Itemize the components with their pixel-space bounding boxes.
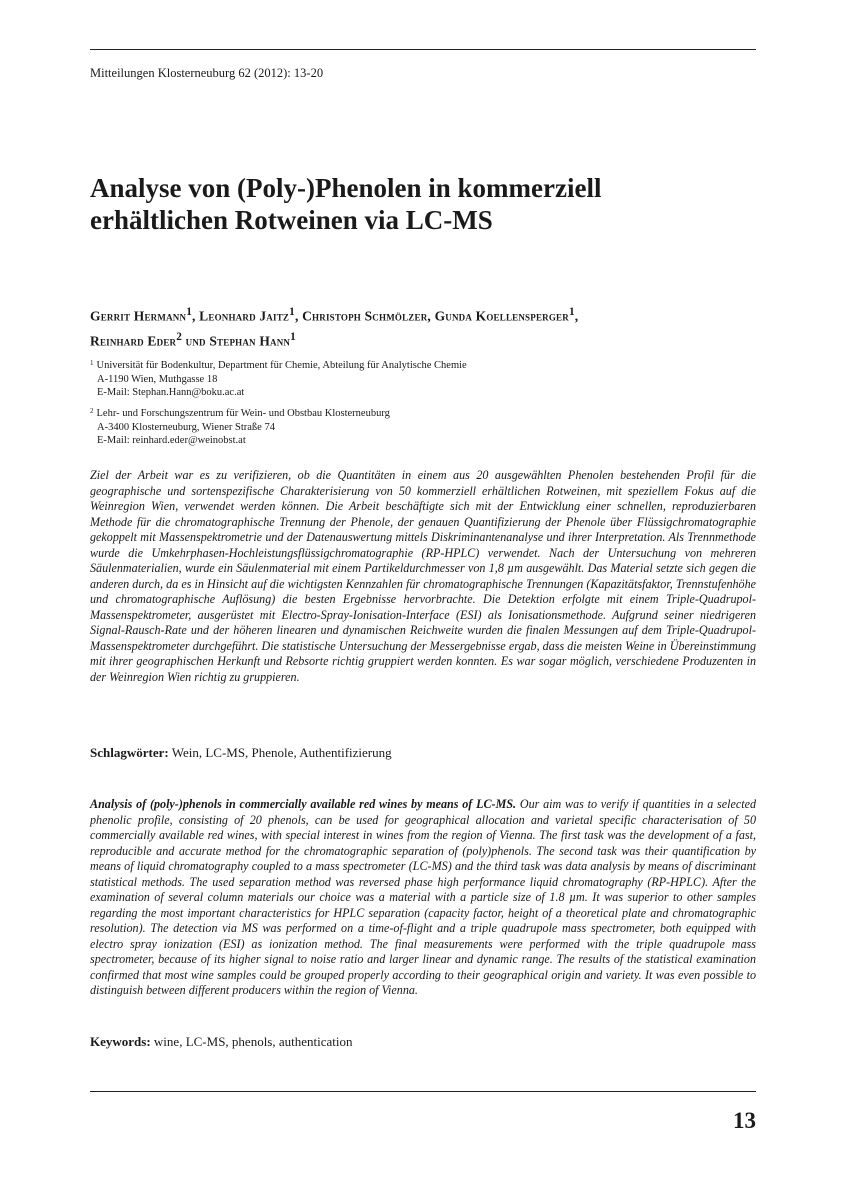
- author-affiliation-mark: 1: [290, 330, 296, 343]
- author-affiliation-mark: 1: [568, 306, 575, 318]
- author-separator: ,: [294, 308, 303, 324]
- author-name: Leonhard Jaitz: [199, 308, 290, 324]
- journal-citation: Mitteilungen Klosterneuburg 62 (2012): 13-20: [90, 66, 324, 80]
- affiliation-address: A-3400 Klosterneuburg, Wiener Straße 74: [97, 421, 275, 433]
- abstract-english-title: Analysis of (poly-)phenols in commercially available red wines by means of LC-MS.: [90, 797, 517, 811]
- affiliation-line: [90, 357, 750, 373]
- keywords-english-values: wine, LC-MS, phenols, authentication: [150, 1034, 353, 1049]
- keywords-english: [90, 1034, 353, 1050]
- article-title: [90, 172, 710, 236]
- affiliation-mark: 1: [90, 359, 94, 367]
- affiliation-email: E-Mail: Stephan.Hann@boku.ac.at: [97, 387, 245, 398]
- keywords-english-label: Keywords:: [90, 1034, 151, 1049]
- affiliation-mark: 2: [90, 407, 94, 415]
- author-affiliation-mark: 1: [289, 306, 295, 318]
- author-name: Stephan Hann: [209, 333, 291, 348]
- title-line-2: erhältlichen Rotweinen via LC-MS: [90, 205, 493, 235]
- author-separator: ,: [574, 308, 579, 324]
- affiliation-email: E-Mail: reinhard.eder@weinobst.at: [97, 435, 246, 446]
- page-number: 13: [733, 1108, 756, 1133]
- author-name: Reinhard Eder: [90, 333, 177, 348]
- keywords-german-values: Wein, LC-MS, Phenole, Authentifizierung: [168, 745, 392, 760]
- affiliation-institution: Lehr- und Forschungszentrum für Wein- und Obstbau Klosterneuburg: [96, 408, 390, 419]
- footer-rule: [90, 1091, 756, 1092]
- author-affiliation-mark: 2: [176, 330, 183, 343]
- author-name: Gerrit Hermann: [90, 308, 187, 324]
- affiliation-1: [90, 357, 750, 400]
- keywords-german: [90, 745, 392, 761]
- affiliation-address: A-1190 Wien, Muthgasse 18: [97, 373, 218, 385]
- author-affiliation-mark: 1: [186, 306, 193, 318]
- abstract-german: Ziel der Arbeit war es zu verifizieren, ob die Quantitäten in einem aus 20 ausgewählten Phenolen bestehenden Profil für die geographische und sortenspezifische Charakterisierung von 50 kommerziell erhältlichen Rotweinen, mit speziellem Fokus auf die Weinregion Wien, verwendet werden können. Die Arbeit beschäftigte sich mit der Entwicklung einer schnellen, reproduzierbaren Methode für die chromatographische Trennung der Phenole, der genauen Quantifizierung der Phenole über Flüssigchromatographie gekoppelt mit Massenspektrometrie und der Datenauswertung mittels Diskriminantenanalyse und ihrer Interpretation. Als Trennmethode wurde die Umkehrphasen-Hochleistungsflüssigchromatographie (RP-HPLC) verwendet. Nach der Untersuchung von mehreren Säulenmaterialien, wurde ein Säulenmaterial mit einem Partikeldurchmesser von 1,8 µm ausgewählt. Das Material setzte sich gegen die anderen durch, da es in Hinsicht auf die wichtigsten Kennzahlen für chromatographische Trennungen (Kapazitätsfaktor, Trennstufenhöhe und chromatographische Auflösung) die besten Ergebnisse hervorbrachte. Die Detektion erfolgte mit einem Triple-Quadrupol-Massenspektrometer, ausgerüstet mit Electro-Spray-Ionisation-Interface (ESI) als Ionisationsmethode. Aufgrund seiner niedrigeren Signal-Rausch-Rate und der höheren linearen und dynamischen Reichweite wurden die finalen Messungen auf dem Triple-Quadrupol-Massenspektrometer durchgeführt. Die statistische Untersuchung der Messergebnisse ergab, dass die meisten Weine in Übereinstimmung mit ihrer geographischen Herkunft und Rebsorte richtig gruppiert werden konnten. Es war sogar möglich, verschiedene Produzenten in der Weinregion Wien richtig zu gruppieren.: [90, 468, 756, 684]
- author-name: Gunda Koellensperger: [434, 308, 569, 324]
- author-list: [90, 302, 750, 351]
- author-separator: ,: [192, 308, 200, 324]
- header-rule: [90, 49, 756, 50]
- author-separator: ,: [427, 308, 435, 324]
- author-conjunction: und: [182, 333, 210, 348]
- affiliation-institution: Universität für Bodenkultur, Department für Chemie, Abteilung für Analytische Chemie: [96, 360, 467, 371]
- keywords-german-label: Schlagwörter:: [90, 745, 169, 760]
- affiliation-line: [90, 405, 750, 421]
- abstract-english: [90, 797, 756, 999]
- abstract-english-body: Our aim was to verify if quantities in a selected phenolic profile, consisting of 20 phenols, can be used for geographical allocation and varietal specific characterisation of 50 commercially available red wines, with special interest in wines from the region of Vienna. The first task was the development of a fast, reproducible and accurate method for the chromatographic separation of (poly)phenols. The second task was their quantification by means of liquid chromatography coupled to a mass spectrometer (LC-MS) and the third task was data analysis by means of discriminant statistical methods. The used separation method was reversed phase high performance liquid chromatography (RP-HPLC). After the examination of several column materials our choice was a material with a particle size of 1.8 µm. It was superior to other samples regarding the most important characteristics for HPLC separation (capacity factor, height of a theoretical plate and chromatographic resolution). The detection via MS was performed on a time-of-flight and a triple quadrupole mass spectrometer, both equipped with electro spray ionization (ESI) as ionization method. The final measurements were performed with the triple quadrupole mass spectrometer, because of its higher signal to noise ratio and larger linear and dynamic range. The results of the statistical examination confirmed that most wine samples could be grouped properly according to their geographical origin and variety. It was even possible to distinguish between different producers within the region of Vienna.: [90, 797, 756, 997]
- affiliation-2: [90, 405, 750, 448]
- title-line-1: Analyse von (Poly-)Phenolen in kommerziell: [90, 173, 602, 203]
- author-name: Christoph Schmölzer: [302, 308, 428, 324]
